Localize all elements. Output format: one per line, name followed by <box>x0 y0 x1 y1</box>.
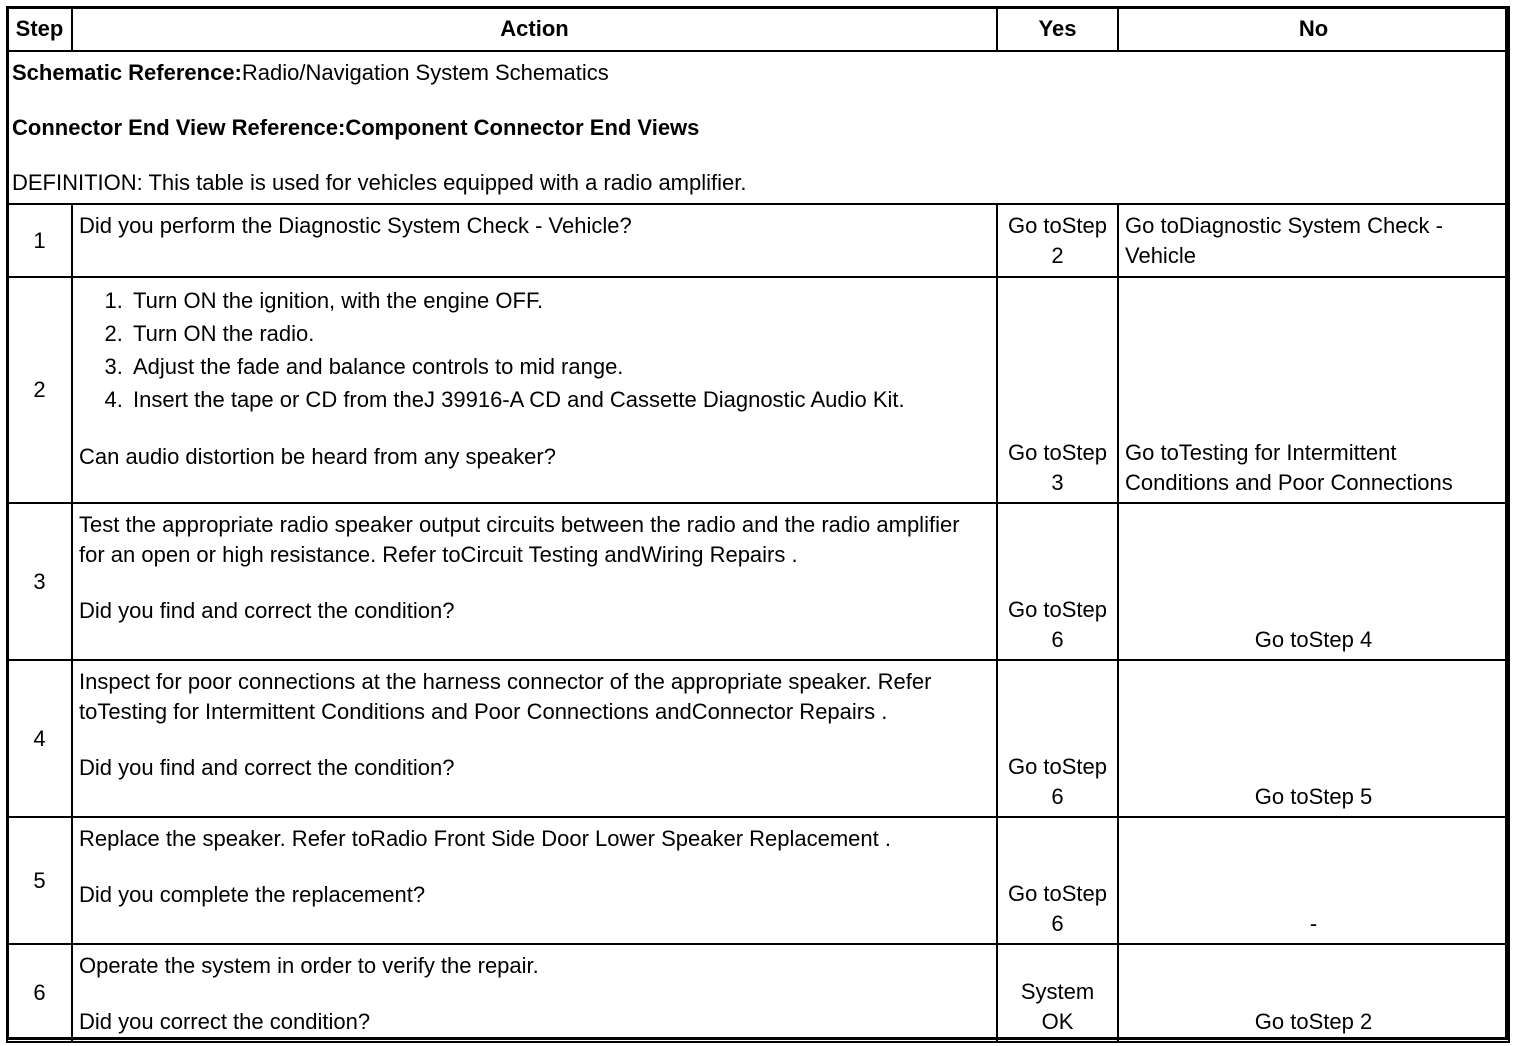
schematic-reference: Schematic Reference:Radio/Navigation System Schematics <box>12 60 609 85</box>
header-action: Action <box>72 7 997 51</box>
action-text: Replace the speaker. Refer toRadio Front Side Door Lower Speaker Replacement . <box>79 826 891 851</box>
list-item: 1. Turn ON the ignition, with the engine OFF. <box>129 286 990 316</box>
step-number: 1 <box>7 204 72 277</box>
yes-result: Go toStep 6 <box>997 660 1118 817</box>
header-step: Step <box>7 7 72 51</box>
step-number: 4 <box>7 660 72 817</box>
yes-result: Go toStep 6 <box>997 503 1118 660</box>
step-number: 2 <box>7 277 72 503</box>
action-text: Operate the system in order to verify the repair. <box>79 953 539 978</box>
header-no: No <box>1118 7 1509 51</box>
step-number: 3 <box>7 503 72 660</box>
list-item: 2. Turn ON the radio. <box>129 319 990 349</box>
step-number: 6 <box>7 944 72 1042</box>
no-result: Go toTesting for Intermittent Conditions and Poor Connections <box>1118 277 1509 503</box>
definition-text: DEFINITION: This table is used for vehicles equipped with a radio amplifier. <box>12 170 747 195</box>
yes-result: Go toStep 6 <box>997 817 1118 944</box>
connector-reference: Connector End View Reference:Component Connector End Views <box>12 115 700 140</box>
question-text: Did you find and correct the condition? <box>79 598 455 623</box>
action-text: Did you perform the Diagnostic System Check - Vehicle? <box>72 204 997 277</box>
question-text: Did you complete the replacement? <box>79 882 426 907</box>
action-text: Inspect for poor connections at the harness connector of the appropriate speaker. Refer toTesting for Intermittent Conditions and Poor Connections andConnector Repairs . <box>79 669 932 724</box>
yes-result: Go toStep 2 <box>997 204 1118 277</box>
action-text: Test the appropriate radio speaker output circuits between the radio and the radio amplifier for an open or high resistance. Refer toCircuit Testing andWiring Repairs . <box>79 512 960 567</box>
header-yes: Yes <box>997 7 1118 51</box>
table-frame <box>6 6 1508 1040</box>
no-result: - <box>1118 817 1509 944</box>
no-result: Go toStep 4 <box>1118 503 1509 660</box>
step-number: 5 <box>7 817 72 944</box>
list-item: 3. Adjust the fade and balance controls to mid range. <box>129 352 990 382</box>
no-result: Go toDiagnostic System Check - Vehicle <box>1118 204 1509 277</box>
question-text: Can audio distortion be heard from any speaker? <box>79 444 556 469</box>
yes-result: Go toStep 3 <box>997 277 1118 503</box>
yes-result: System OK <box>997 944 1118 1042</box>
no-result: Go toStep 2 <box>1118 944 1509 1042</box>
question-text: Did you find and correct the condition? <box>79 755 455 780</box>
list-item: 4. Insert the tape or CD from theJ 39916-A CD and Cassette Diagnostic Audio Kit. <box>129 385 990 415</box>
question-text: Did you correct the condition? <box>79 1009 371 1034</box>
no-result: Go toStep 5 <box>1118 660 1509 817</box>
